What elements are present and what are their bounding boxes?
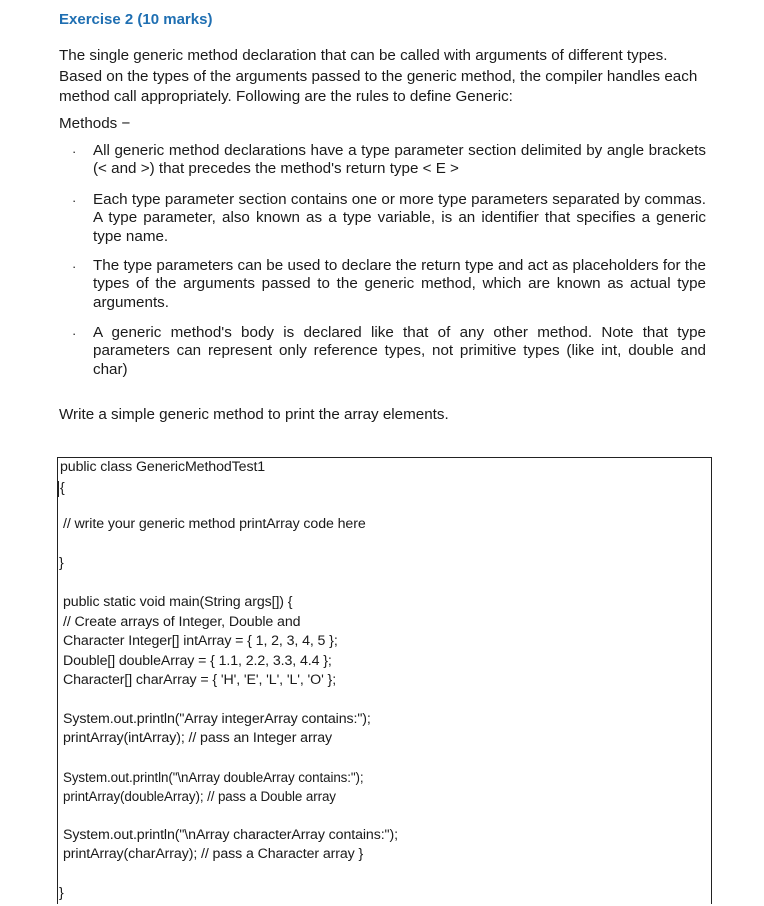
print-int-call: printArray(intArray); // pass an Integer array	[63, 730, 333, 746]
print-double-label: System.out.println("\nArray doubleArray contains:");	[63, 770, 364, 785]
rule-item: All generic method declarations have a type parameter section delimited by angle brackets (< and >) that precedes the method's return type < E >	[93, 142, 706, 178]
bullet-icon: ·	[72, 144, 77, 159]
bullet-icon: ·	[72, 326, 77, 341]
close-brace: }	[59, 555, 64, 571]
char-array-line: Character[] charArray = { 'H', 'E', 'L', 'L', 'O' };	[63, 672, 337, 688]
code-box	[57, 457, 712, 904]
code-comment: // write your generic method printArray code here	[63, 516, 366, 532]
task-instruction: Write a simple generic method to print the array elements.	[59, 406, 449, 423]
print-double-call: printArray(doubleArray); // pass a Double array	[63, 789, 336, 804]
int-array-line: Character Integer[] intArray = { 1, 2, 3, 4, 5 };	[63, 633, 338, 649]
class-declaration: public class GenericMethodTest1	[60, 459, 266, 475]
rule-item: The type parameters can be used to declare the return type and act as placeholders for the types of the arguments passed to the generic method, which are known as actual type arguments.	[93, 257, 706, 311]
final-brace: }	[59, 885, 64, 901]
rule-item: Each type parameter section contains one or more type parameters separated by commas. A type parameter, also known as a type variable, is an identifier that specifies a generic type name.	[93, 191, 706, 245]
exercise-title: Exercise 2 (10 marks)	[59, 11, 213, 28]
main-declaration: public static void main(String args[]) {	[63, 594, 293, 610]
print-char-label: System.out.println("\nArray characterArray contains:");	[63, 827, 398, 843]
rule-item: A generic method's body is declared like that of any other method. Note that type parameters can represent only reference types, not primitive types (like int, double and char)	[93, 324, 706, 378]
open-brace: {	[60, 480, 65, 496]
methods-label: Methods −	[59, 115, 131, 132]
text-cursor	[58, 481, 59, 497]
bullet-icon: ·	[72, 259, 77, 274]
print-int-label: System.out.println("Array integerArray contains:");	[63, 711, 371, 727]
intro-paragraph: The single generic method declaration that can be called with arguments of different types. Based on the types of the arguments passed to the generic method, the compiler handles each method call appropriately. Following are the rules to define Generic:	[59, 47, 698, 106]
double-array-line: Double[] doubleArray = { 1.1, 2.2, 3.3, 4.4 };	[63, 653, 332, 669]
print-char-call: printArray(charArray); // pass a Character array }	[63, 846, 364, 862]
bullet-icon: ·	[72, 193, 77, 208]
create-arrays-comment: // Create arrays of Integer, Double and	[63, 614, 301, 630]
